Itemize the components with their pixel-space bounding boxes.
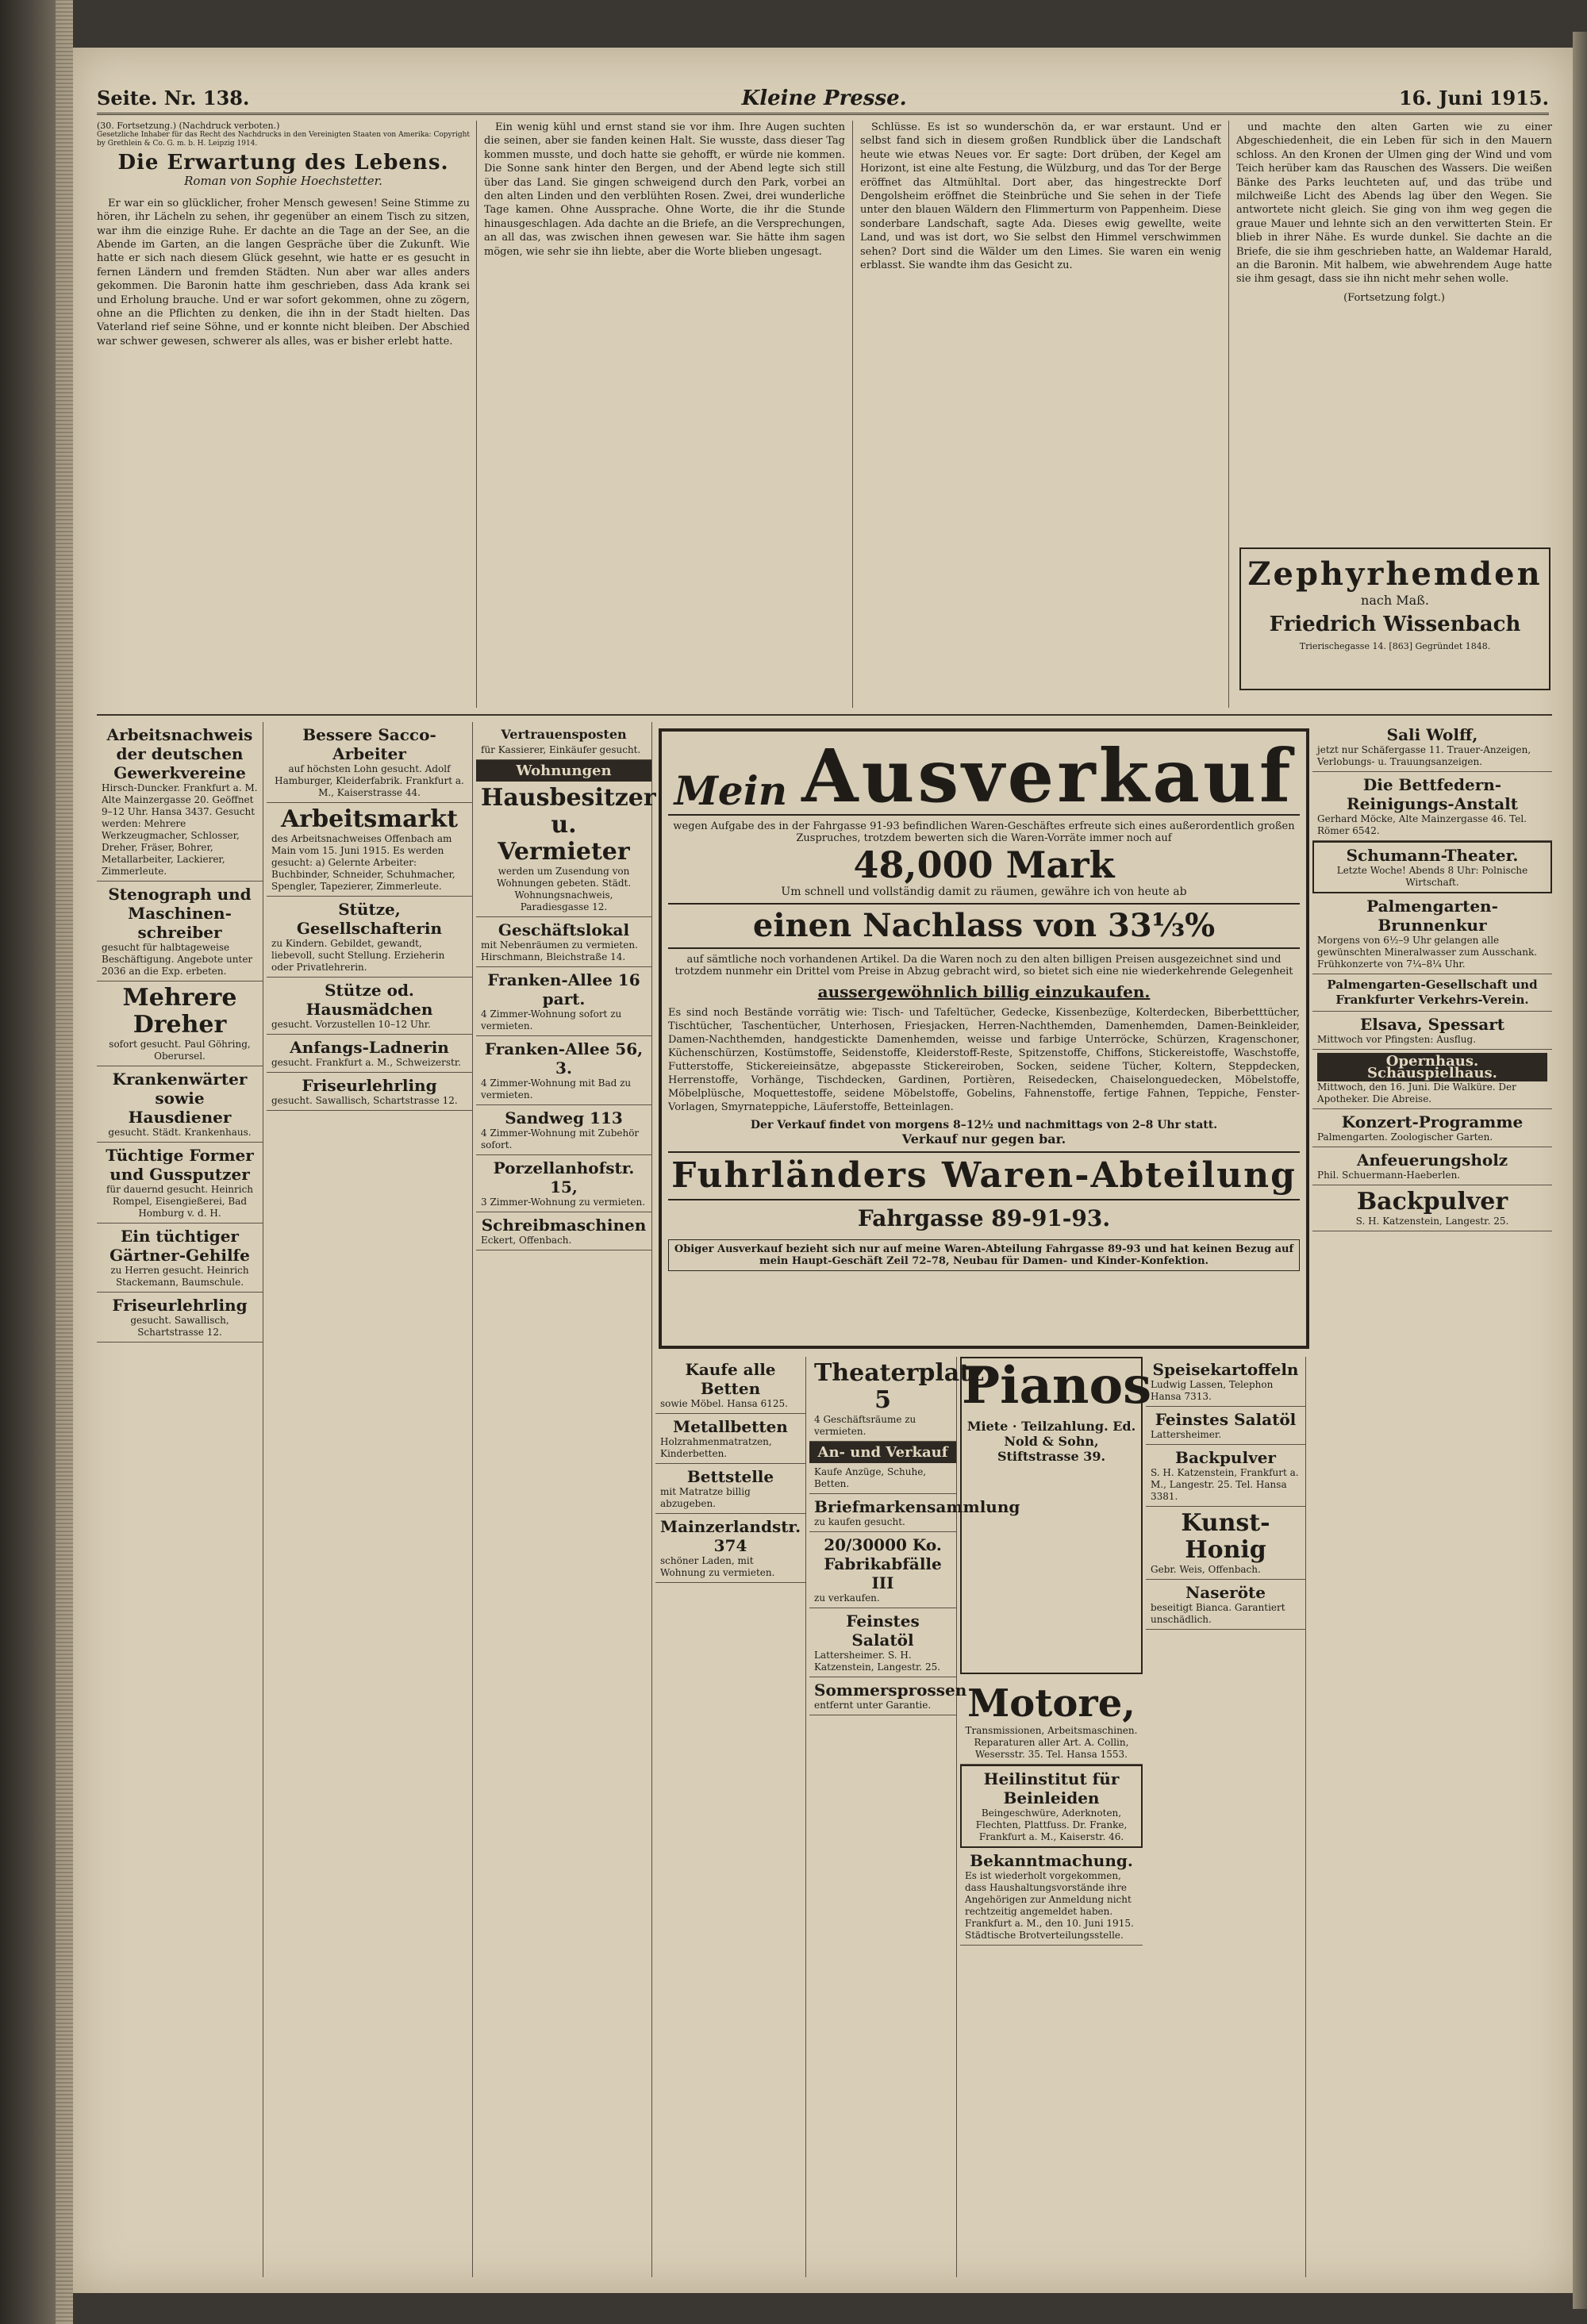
classified-ad: Vertrauensposten für Kassierer, Einkäufer gesucht. — [476, 722, 651, 760]
novel-column-4 — [1236, 121, 1552, 541]
classified-ad: Kunst-Honig Gebr. Weis, Offenbach. — [1146, 1507, 1305, 1580]
ausverkauf-intro: wegen Aufgabe des in der Fahrgasse 91-93 befindlichen Waren-Geschäftes erfreute sich eines außerordentlich großen Zuspruches, trotzdem bewerten sich die Waren-Vorräte immer noch auf — [673, 820, 1295, 844]
lower-center-ad-column — [960, 1679, 1143, 2277]
classified-ad: Backpulver S. H. Katzenstein, Langestr. 25. — [1312, 1185, 1552, 1231]
ausverkauf-address: Fahrgasse 89-91-93. — [857, 1205, 1111, 1231]
classified-ad: Arbeitsnachweis der deutschen Gewerkvereine Hirsch-Duncker. Frankfurt a. M. Alte Mainzergasse 20. Geöffnet 9–12 Uhr. Hansa 3437. Gesucht werden: Mehrere Werkzeugmacher, Schlosser, Dreher, Fräser, Bohrer, Metallarbeiter, Lackierer, Zimmerleute. — [97, 722, 263, 882]
ausverkauf-ad — [659, 728, 1309, 1349]
classified-ad: Motore, Transmissionen, Arbeitsmaschinen. Reparaturen aller Art. A. Collin, Wesersstr. 35. Tel. Hansa 1553. — [960, 1679, 1143, 1765]
classified-ad: Anfangs-Ladnerin gesucht. Frankfurt a. M., Schweizerstr. — [267, 1035, 472, 1073]
classified-ad: Ein tüchtiger Gärtner-Gehilfe zu Herren gesucht. Heinrich Stackemann, Baumschule. — [97, 1223, 263, 1293]
header-page-number: Seite. Nr. 138. — [97, 86, 250, 109]
classified-ad: Konzert-Programme Palmengarten. Zoologischer Garten. — [1312, 1109, 1552, 1147]
classified-ad: Mainzerlandstr. 374 schöner Laden, mit Wohnung zu vermieten. — [655, 1514, 805, 1583]
classified-ad: Arbeitsmarkt des Arbeitsnachweises Offenbach am Main vom 15. Juni 1915. Es werden gesucht: a) Gelernte Arbeiter: Buchbinder, Schneider, Schuhmacher, Spengler, Tapezierer, Zimmerleute. — [267, 803, 472, 897]
classified-ad: Heilinstitut für Beinleiden Beingeschwüre, Aderknoten, Flechten, Plattfuss. Dr. Franke, Frankfurt a. M., Kaiserstr. 46. — [960, 1765, 1143, 1848]
page-edge — [1573, 32, 1587, 2309]
classified-ad: Naseröte beseitigt Bianca. Garantiert unschädlich. — [1146, 1580, 1305, 1630]
ausverkauf-line3: auf sämtliche noch vorhandenen Artikel. Da die Waren noch zu den alten billigen Preisen ausgezeichnet sind und trotzdem nunmehr ein Drittel vom Preise in Abzug gebracht wird, so bietet sich eine nie wiederkehrende Gelegenheit — [674, 954, 1293, 978]
ausverkauf-line2: Um schnell und vollständig damit zu räumen, gewähre ich von heute ab — [781, 885, 1187, 898]
classified-ad: Geschäftslokal mit Nebenräumen zu vermieten. Hirschmann, Bleichstraße 14. — [476, 917, 651, 967]
classified-ad: Schreibmaschinen Eckert, Offenbach. — [476, 1212, 651, 1250]
classified-ad: Krankenwärter sowie Hausdiener gesucht. Städt. Krankenhaus. — [97, 1066, 263, 1143]
novel-byline: Roman von Sophie Hoechstetter. — [184, 174, 382, 189]
page-header — [97, 83, 1549, 115]
classified-ad: Bekanntmachung. Es ist wiederholt vorgekommen, dass Haushaltungsvorstände ihre Angehörigen zur Anmeldung nicht rechtzeitig angemeldet haben. Frankfurt a. M., den 10. Juni 1915. Städtische Brotverteilungsstelle. — [960, 1848, 1143, 1946]
classified-ad: Hausbesitzer u. Vermieter werden um Zusendung von Wohnungen gebeten. Städt. Wohnungsnachweis, Paradiesgasse 12. — [476, 782, 651, 917]
ausverkauf-hours: Der Verkauf findet von morgens 8–12½ und nachmittags von 2–8 Uhr statt. — [750, 1119, 1218, 1131]
zephyr-sub: nach Maß. — [1361, 593, 1429, 608]
novel-copyright: Gesetzliche Inhaber für das Recht des Nachdrucks in den Vereinigten Staaten von Amerika: Copyright by Grethlein & Co. G. m. b. H. Leipzig 1914. — [97, 131, 470, 148]
classified-ad: Porzellanhofstr. 15, 3 Zimmer-Wohnung zu vermieten. — [476, 1155, 651, 1212]
column-rule — [476, 121, 477, 708]
newspaper-page — [73, 48, 1573, 2293]
header-masthead: Kleine Presse. — [741, 86, 907, 110]
ausverkauf-mein: Mein — [674, 767, 788, 814]
ausverkauf-billig: aussergewöhnlich billig einzukaufen. — [817, 982, 1151, 1001]
ausverkauf-heading — [668, 733, 1300, 819]
header-date: 16. Juni 1915. — [1398, 86, 1549, 109]
classified-ad: Friseurlehrling gesucht. Sawallisch, Schartstrasse 12. — [97, 1293, 263, 1343]
classified-ad: Theaterplatz 5 4 Geschäftsräume zu vermieten. — [809, 1357, 956, 1442]
third-ad-column — [476, 722, 656, 2277]
classified-ad: Stütze od. Hausmädchen gesucht. Vorzustellen 10–12 Uhr. — [267, 978, 472, 1035]
right-ad-column — [1312, 722, 1552, 2277]
classified-ad: Anfeuerungsholz Phil. Schuermann-Haeberlen. — [1312, 1147, 1552, 1185]
novel-text-1: Er war ein so glücklicher, froher Mensch gewesen! Seine Stimme zu hören, ihr Lächeln zu sehen, ihr gegenüber an einem Tisch zu sitzen, war ihm die einzige Ruhe. Er dachte an die Tage an der See, an die Abende im Garten, an die langen Gespräche über die Zukunft. Wie hatte er sich nach diesem Glück gesehnt, wie hatte er es gesucht in fernen Ländern und fremden Städten. Nun aber war alles anders gekommen. Die Baronin hatte ihm geschrieben, dass Ada krank sei und Erholung brauche. Und er war sofort gekommen, ohne zu zögern, ohne an die Pflichten zu denken, die ihn in der Stadt hielten. Das Vaterland rief seine Söhne, und er konnte nicht bleiben. Der Abschied war schwer gewesen, schwerer als alles, was er bisher erlebt hatte. — [97, 197, 470, 348]
column-rule — [852, 121, 853, 708]
fourth-ad-column — [655, 1357, 806, 2277]
novel-text-2: Ein wenig kühl und ernst stand sie vor ihm. Ihre Augen suchten die seinen, aber sie fanden keinen Halt. Sie wusste, dass dieser Tag kommen musste, und doch hatte sie gehofft, er würde nie kommen. Die Sonne sank hinter den Bergen, und der Abend legte sich still über das Land. Sie gingen schweigend durch den Park, vorbei an den alten Linden und den verblühten Rosen. Zwei, drei wunderliche Tage kamen. Ohne Aussprache. Ohne Worte, die ihr die Stunde hinausgeschlagen. Ada dachte an die Briefe, an die Versprechungen, an all das, was zwischen ihnen gewesen war. Sie hätte ihm sagen mögen, wie sehr sie ihn liebte, aber die Worte blieben ungesagt. — [484, 121, 845, 258]
classified-ad: Franken-Allee 56, 3. 4 Zimmer-Wohnung mit Bad zu vermieten. — [476, 1036, 651, 1105]
ausverkauf-firm: Fuhrländers Waren-Abteilung — [668, 1151, 1300, 1200]
novel-intro: (30. Fortsetzung.) (Nachdruck verboten.) — [97, 121, 280, 131]
novel-text-4: und machte den alten Garten wie zu einer Abgeschiedenheit, die ein Leben für sich in den Mauern schloss. An den Kronen der Ulmen ging der Wind und vom Teich herüber kam das Rauschen des Wassers. Die weißen Bänke des Parks leuchteten auf, und das trübe und milchweiße Licht des Abends lag über den Wegen. Sie antwortete nicht gleich. Sie ging von ihm weg gegen die graue Mauer und lehnte sich an den verwitterten Stein. Er blieb in ihrer Nähe. Es wurde dunkel. Sie dachte an die Briefe, die sie ihm geschrieben hatte, an Waldemar Harald, an die Baronin. Mit halbem, wie abwehrendem Auge hatte sie ihm gesagt, dass sie ihn nicht mehr sehen wolle. — [1236, 121, 1552, 286]
pianos-title: Pianos — [962, 1356, 1152, 1416]
book-binding — [0, 0, 73, 2324]
classified-ad: Palmengarten-Brunnenkur Morgens von 6½–9 Uhr gelangen alle gewünschten Mineralwasser zum Ausschank. Frühkonzerte von 7¼–8¼ Uhr. — [1312, 893, 1552, 974]
zephyr-title: Zephyrhemden — [1247, 555, 1543, 593]
section-rule — [97, 714, 1552, 716]
right-center-ad-column — [1146, 1357, 1306, 2277]
ausverkauf-discount: einen Nachlass von 33⅓% — [668, 903, 1300, 949]
classified-ad: Bessere Sacco-Arbeiter auf höchsten Lohn gesucht. Adolf Hamburger, Kleiderfabrik. Frankfurt a. M., Kaiserstrasse 44. — [267, 722, 472, 803]
pianos-ad — [960, 1356, 1152, 1674]
classified-ad: Stütze, Gesellschafterin zu Kindern. Gebildet, gewandt, liebevoll, sucht Stellung. Erzieherin oder Privatlehrerin. — [267, 897, 472, 978]
classified-ad: Opernhaus. Schauspielhaus. Mittwoch, den 16. Juni. Die Walküre. Der Apotheker. Die Abreise. — [1312, 1050, 1552, 1109]
classified-ad: Feinstes Salatöl Lattersheimer. S. H. Katzenstein, Langestr. 25. — [809, 1608, 956, 1677]
novel-title: Die Erwartung des Lebens. — [117, 151, 449, 175]
ausverkauf-amount: 48,000 Mark — [853, 843, 1115, 886]
classified-ad: Elsava, Spessart Mittwoch vor Pfingsten: Ausflug. — [1312, 1012, 1552, 1050]
section-label-ankauf: An- und Verkauf — [809, 1442, 956, 1463]
column-rule — [1228, 121, 1229, 708]
classified-ad: Kaufe alle Betten sowie Möbel. Hansa 6125. — [655, 1357, 805, 1414]
classified-ad: 20/30000 Ko. Fabrikabfälle III zu verkaufen. — [809, 1532, 956, 1608]
classified-ad: Sandweg 113 4 Zimmer-Wohnung mit Zubehör sofort. — [476, 1105, 651, 1155]
ausverkauf-note: Obiger Ausverkauf bezieht sich nur auf meine Waren-Abteilung Fahrgasse 89-93 und hat keinen Bezug auf mein Haupt-Geschäft Zeil 72–78, Neubau für Damen- und Kinder-Konfektion. — [668, 1239, 1300, 1271]
classified-ad: Backpulver S. H. Katzenstein, Frankfurt a. M., Langestr. 25. Tel. Hansa 3381. — [1146, 1445, 1305, 1507]
classified-ad: Palmengarten-Gesellschaft und Frankfurter Verkehrs-Verein. — [1312, 974, 1552, 1012]
classified-ad: Sommersprossen entfernt unter Garantie. — [809, 1677, 956, 1715]
ausverkauf-title: Ausverkauf — [801, 733, 1294, 819]
novel-column-1 — [97, 121, 470, 712]
classified-ad: Franken-Allee 16 part. 4 Zimmer-Wohnung sofort zu vermieten. — [476, 967, 651, 1036]
classified-ad: Kaufe Anzüge, Schuhe, Betten. — [809, 1463, 956, 1494]
classified-ad: Metallbetten Holzrahmenmatratzen, Kinderbetten. — [655, 1414, 805, 1464]
classified-ad: Bettstelle mit Matratze billig abzugeben. — [655, 1464, 805, 1514]
classified-ad: Friseurlehrling gesucht. Sawallisch, Schartstrasse 12. — [267, 1073, 472, 1111]
zephyr-address: Trierischegasse 14. [863] Gegründet 1848. — [1299, 641, 1491, 651]
pianos-body: Miete · Teilzahlung. Ed. Nold & Sohn, Stiftstrasse 39. — [966, 1419, 1136, 1464]
novel-continued: (Fortsetzung folgt.) — [1343, 291, 1445, 304]
classified-ad: Mehrere Dreher sofort gesucht. Paul Göhring, Oberursel. — [97, 981, 263, 1066]
left-ad-column — [97, 722, 263, 2277]
ausverkauf-cash: Verkauf nur gegen bar. — [901, 1131, 1066, 1147]
center-ad-column — [809, 1357, 1020, 2277]
classified-ad: Speisekartoffeln Ludwig Lassen, Telephon Hansa 7313. — [1146, 1357, 1305, 1407]
classified-ad: Feinstes Salatöl Lattersheimer. — [1146, 1407, 1305, 1445]
ausverkauf-list: Es sind noch Bestände vorrätig wie: Tisch- und Tafeltücher, Gedecke, Kissenbezüge, Kolterdecken, Biberbetttücher, Tischtücher, Taschentücher, Unterhosen, Friesjacken, Herren-Nachthemden, Damenhemden, Damen-Beinkleider, Damen-Nachthemden, handgestickte Damenhemden, weisse und farbige Unterröcke, Schürzen, Kragenschoner, Küchenschürzen, Kostümstoffe, Seidenstoffe, Kleiderstoff-Reste, Spitzenstoffe, Chiffons, Stickereistoffe, Waschstoffe, Futterstoffe, Stickereieinsätze, abgepasste Stickereiroben, Socken, seidene Tücher, Koltern, Steppdecken, Herrenstoffe, Vorhänge, Tischdecken, Gardinen, Portièren, Reisedecken, Chaiselonguedecken, Möbelstoffe, Möbelplüsche, Moquettestoffe, seidene Möbelstoffe, Gobelins, Fahnenstoffe, fertige Fahnen, Teppiche, Fenster-Vorlagen, Smyrnateppiche, Läuferstoffe, Betteinlagen. — [668, 1007, 1300, 1113]
zephyr-ad — [1239, 547, 1550, 690]
classified-ad: Tüchtige Former und Gussputzer für dauernd gesucht. Heinrich Rompel, Eisengießerei, Bad Homburg v. d. H. — [97, 1143, 263, 1223]
classified-ad: Briefmarkensammlung zu kaufen gesucht. — [809, 1494, 956, 1532]
zephyr-firm: Friedrich Wissenbach — [1269, 613, 1521, 636]
novel-column-2 — [484, 121, 845, 712]
novel-column-3 — [860, 121, 1221, 712]
second-ad-column — [267, 722, 473, 2277]
classified-ad: Schumann-Theater. Letzte Woche! Abends 8 Uhr: Polnische Wirtschaft. — [1312, 841, 1552, 893]
novel-text-3: Schlüsse. Es ist so wunderschön da, er war erstaunt. Und er selbst fand sich in diesem großen Rundblick über die Landschaft heute wie etwas Neues vor. Er sagte: Dort drüben, der Kegel am Horizont, ist eine alte Festung, die Wülzburg, und das Tor der Berge eröffnet das Altmühltal. Dort aber, das hingestreckte Dorf Dengolsheim eröffnet die Steinbrüche und Sie sehen in der Tiefe unter den blauen Wäldern den Flimmerturm von Pappenheim. Diese sonderbare Landschaft, sagte Ada. Dieses ewig gewellte, weite Land, und was ist dort, wo Sie selbst den Himmel verschwimmen sehen? Dort sind die Wälder um den Limes. Sie waren ein wenig erblasst. Sie wandte ihm das Gesicht zu. — [860, 121, 1221, 272]
classified-ad: Die Bettfedern-Reinigungs-Anstalt Gerhard Möcke, Alte Mainzergasse 46. Tel. Römer 6542. — [1312, 772, 1552, 841]
classified-ad: Sali Wolff, jetzt nur Schäfergasse 11. Trauer-Anzeigen, Verlobungs- u. Trauungsanzeigen. — [1312, 722, 1552, 772]
classified-ad: Stenograph und Maschinenschreiber gesucht für halbtageweise Beschäftigung. Angebote unter 2036 an die Exp. erbeten. — [97, 882, 263, 981]
section-label-wohnungen: Wohnungen — [476, 760, 651, 782]
